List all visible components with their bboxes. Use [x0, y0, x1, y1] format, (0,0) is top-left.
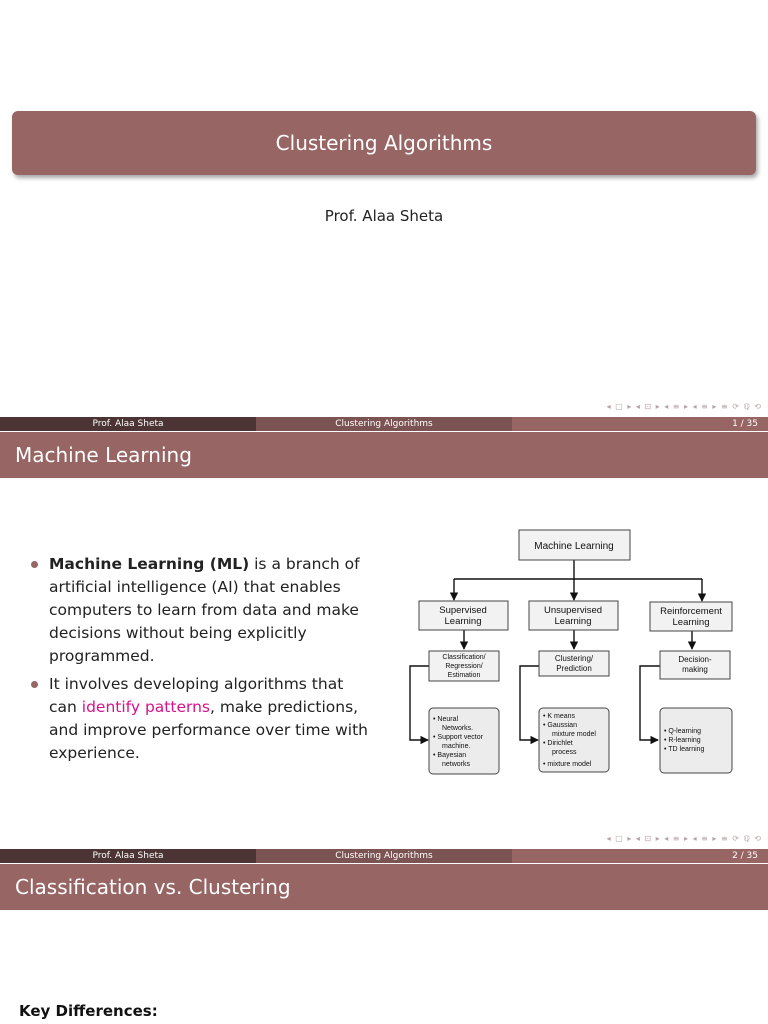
frame-title-text: Machine Learning — [15, 443, 192, 467]
highlighted-text: identify patterns — [81, 698, 210, 716]
frame-title — [0, 432, 768, 478]
algo-item: • R-learning — [664, 737, 701, 744]
frame-title-text: Classification vs. Clustering — [15, 875, 291, 899]
reinforcement-label: Learning — [672, 617, 710, 628]
bullet-item — [30, 553, 375, 668]
ml-root-label: Machine Learning — [534, 541, 614, 552]
bullet-marker — [31, 561, 38, 568]
supervised-label: Learning — [444, 616, 482, 627]
bullet-text: , make predictions, and improve performance over time with experience. — [49, 698, 368, 762]
unsupervised-task-label: Prediction — [556, 664, 592, 673]
algo-item: • K means — [543, 713, 576, 720]
beamer-navigation-symbols[interactable]: ◂ □ ▸ ◂ ⊡ ▸ ◂ ≡ ▸ ◂ ≡ ▸ ≡ ⟳ ℚ ⟲ — [606, 402, 762, 411]
presentation-title: Clustering Algorithms — [275, 131, 493, 155]
supervised-task-label: Classification/ — [442, 654, 486, 661]
supervised-label: Supervised — [439, 605, 487, 616]
footer-page-number: 2 / 35 — [512, 849, 768, 863]
beamer-navigation-symbols[interactable]: ◂ □ ▸ ◂ ⊡ ▸ ◂ ≡ ▸ ◂ ≡ ▸ ≡ ⟳ ℚ ⟲ — [606, 834, 762, 843]
reinforcement-label: Reinforcement — [660, 606, 722, 617]
algo-item: • Support vector — [433, 734, 483, 741]
title-slide-banner — [12, 111, 756, 175]
algo-item: • TD learning — [664, 746, 705, 753]
reinforcement-task-label: Decision- — [678, 655, 712, 664]
slide-footer — [0, 849, 768, 863]
algo-item: • Q-learning — [664, 728, 702, 735]
bullet-bold-term: Machine Learning (ML) — [49, 555, 250, 573]
algo-item: mixture model — [552, 731, 596, 738]
supervised-task-label: Regression/ — [445, 663, 483, 670]
bullet-text: is a branch of artificial intelligence (AI) that enables computers to learn from data and make decisions without being explicitly programmed. — [49, 555, 360, 665]
algo-item: networks — [442, 761, 471, 768]
unsupervised-label: Unsupervised — [543, 605, 603, 616]
unsupervised-task-label: Clustering/ — [554, 654, 594, 663]
algo-item: • mixture model — [543, 761, 592, 768]
footer-title: Clustering Algorithms — [256, 417, 512, 431]
unsupervised-label: Learning — [554, 616, 592, 627]
algo-item: • Gaussian — [543, 722, 577, 729]
algo-item: • Neural — [433, 716, 459, 723]
key-differences-heading: Key Differences: — [19, 1002, 158, 1020]
algo-item: process — [552, 749, 577, 756]
footer-author: Prof. Alaa Sheta — [0, 417, 256, 431]
footer-page-number: 1 / 35 — [512, 417, 768, 431]
reinforcement-algorithms-list — [664, 728, 705, 753]
algo-item: • Dirichlet — [543, 740, 573, 747]
presentation-author: Prof. Alaa Sheta — [324, 207, 444, 225]
bullet-list — [30, 553, 375, 770]
algo-item: machine. — [442, 743, 471, 750]
bullet-marker — [31, 681, 38, 688]
frame-title — [0, 864, 768, 910]
algo-item: Networks. — [442, 725, 474, 732]
bullet-item — [30, 673, 375, 765]
footer-author: Prof. Alaa Sheta — [0, 849, 256, 863]
ml-taxonomy-diagram — [402, 524, 742, 784]
reinforcement-task-label: making — [682, 665, 708, 674]
footer-title: Clustering Algorithms — [256, 849, 512, 863]
bullet-text: It involves developing algorithms that can — [49, 675, 344, 716]
slide-footer — [0, 417, 768, 431]
supervised-task-label: Estimation — [447, 672, 481, 679]
algo-item: • Bayesian — [433, 752, 467, 759]
